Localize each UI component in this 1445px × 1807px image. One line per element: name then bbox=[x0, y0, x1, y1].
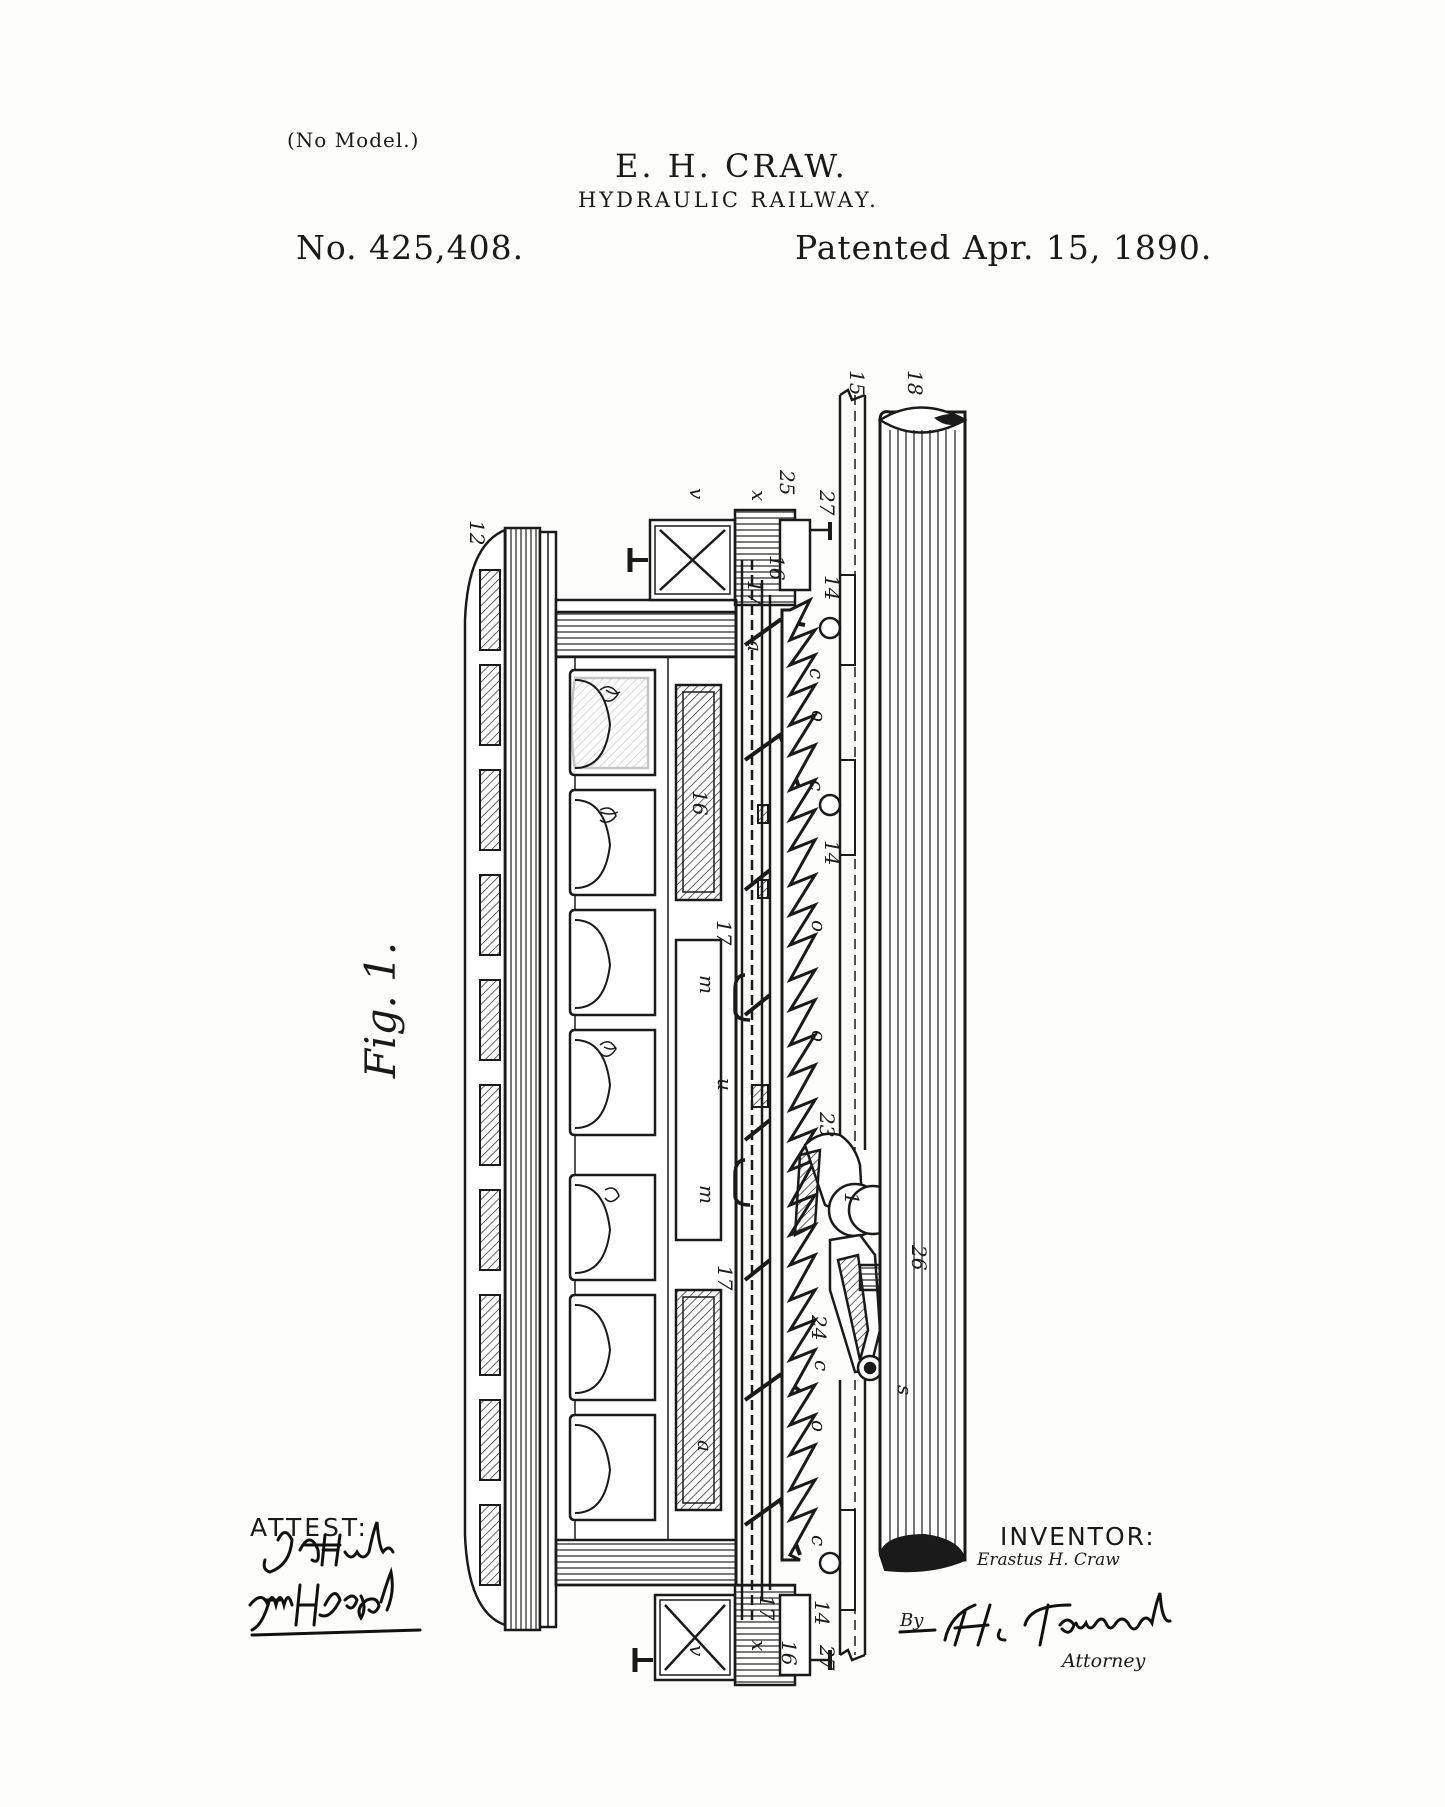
by-label: By bbox=[900, 1610, 924, 1631]
ref-label: 18 bbox=[903, 370, 927, 396]
ref-label: v bbox=[685, 488, 709, 500]
ref-label: o bbox=[807, 1030, 831, 1043]
figure-label: Fig. 1. bbox=[356, 941, 405, 1079]
ref-label: 16 bbox=[777, 1640, 801, 1666]
rail-chairs bbox=[840, 575, 855, 1610]
ref-label: 12 bbox=[465, 520, 489, 546]
ref-label: 26 bbox=[907, 1245, 931, 1271]
ref-label: 17 bbox=[743, 580, 767, 606]
ref-label: s bbox=[893, 1385, 917, 1396]
ref-label: x bbox=[747, 1640, 771, 1652]
inventor-heading: E. H. CRAW. bbox=[615, 147, 848, 185]
ref-label: 24 bbox=[807, 1315, 831, 1341]
ref-label: 17 bbox=[712, 920, 736, 946]
ref-label: c bbox=[805, 668, 829, 680]
ref-label: 1 bbox=[840, 1192, 864, 1205]
ref-label: c bbox=[810, 1360, 834, 1372]
ref-label: 16 bbox=[765, 555, 789, 581]
witness-signature-2 bbox=[250, 1572, 420, 1635]
attest-label: ATTEST: bbox=[250, 1513, 369, 1542]
ref-label: o bbox=[807, 920, 831, 933]
ref-label: a bbox=[743, 640, 767, 652]
ref-label: 27 bbox=[815, 490, 839, 516]
ref-label: o bbox=[807, 1420, 831, 1433]
ref-label: c bbox=[807, 1535, 831, 1547]
inventor-label: INVENTOR: bbox=[1000, 1522, 1156, 1551]
patent-number: No. 425,408. bbox=[296, 228, 525, 267]
ref-label: 16 bbox=[688, 790, 712, 816]
car-end-top bbox=[630, 510, 830, 605]
ref-label: m bbox=[695, 975, 719, 994]
ref-label: o bbox=[807, 710, 831, 723]
car-end-bottom bbox=[635, 1585, 830, 1685]
ref-label: u bbox=[713, 1078, 737, 1091]
inventor-signature: Erastus H. Craw bbox=[977, 1550, 1120, 1570]
sawtooth-rack bbox=[782, 600, 815, 1560]
attorney-label: Attorney bbox=[1062, 1650, 1146, 1672]
ref-label: 14 bbox=[810, 1600, 834, 1626]
ref-label: c bbox=[805, 780, 829, 792]
ref-label: 17 bbox=[713, 1265, 737, 1291]
ref-label: 14 bbox=[820, 575, 844, 601]
ref-label: 25 bbox=[775, 470, 799, 496]
small-blocks bbox=[752, 805, 768, 1107]
ref-label: 14 bbox=[820, 840, 844, 866]
attorney-signature bbox=[900, 1593, 1170, 1645]
ref-label: a bbox=[693, 1440, 717, 1452]
ref-label: m bbox=[695, 1185, 719, 1204]
patent-date: Patented Apr. 15, 1890. bbox=[795, 228, 1213, 267]
ref-label: 27 bbox=[815, 1645, 839, 1671]
ref-label: 15 bbox=[845, 370, 869, 396]
ref-label: x bbox=[747, 490, 771, 502]
ref-label: 17 bbox=[755, 1595, 779, 1621]
car-roof bbox=[465, 528, 556, 1630]
ref-label: v bbox=[685, 1645, 709, 1657]
no-model-note: (No Model.) bbox=[287, 128, 420, 152]
ref-label: 23 bbox=[815, 1112, 839, 1138]
water-main-pipe bbox=[880, 408, 965, 1572]
invention-title: HYDRAULIC RAILWAY. bbox=[578, 188, 879, 212]
